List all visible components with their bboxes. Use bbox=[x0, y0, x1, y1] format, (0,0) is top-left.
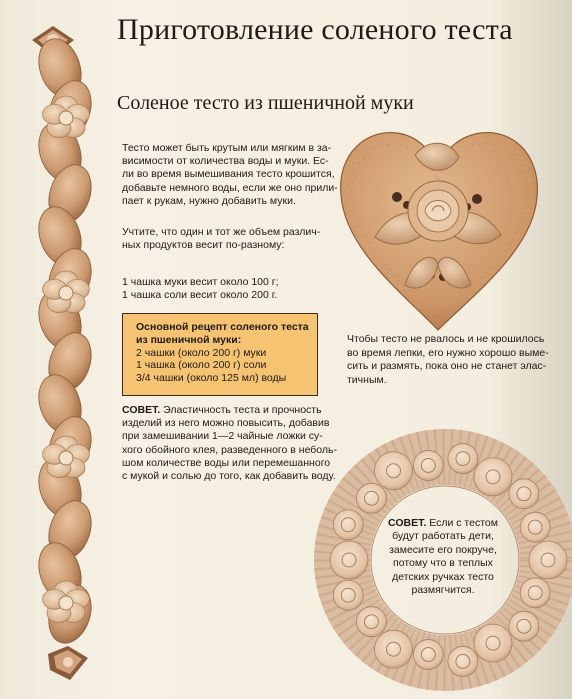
wreath-rose bbox=[356, 483, 386, 513]
intro-line: Тесто может быть крутым или мягким в за- bbox=[122, 142, 332, 154]
wreath-rose bbox=[474, 458, 512, 496]
caption-line: во время лепки, его нужно хорошо выме- bbox=[347, 346, 549, 359]
section-subtitle: Соленое тесто из пшеничной муки bbox=[117, 92, 414, 114]
recipe-title: Основной рецепт соленого теста bbox=[136, 321, 309, 333]
dough-heart-photo bbox=[335, 125, 542, 333]
tip2-text: Если с тестом bbox=[426, 517, 498, 529]
tip-line: при замешивании 1—2 чайные ложки су- bbox=[122, 430, 323, 443]
recipe-item: 1 чашка (около 200 г) соли bbox=[136, 359, 267, 372]
recipe-item: 2 чашки (около 200 г) муки bbox=[136, 346, 267, 359]
wreath-rose bbox=[474, 624, 512, 662]
intro-paragraph bbox=[122, 142, 338, 208]
tip2-line: будут работать дети, bbox=[392, 530, 494, 543]
tip-line: изделий из него можно повысить, добавив bbox=[122, 417, 330, 430]
weights-paragraph bbox=[122, 276, 332, 302]
tip2-line: замесите его покруче, bbox=[389, 543, 497, 556]
wreath-rose bbox=[520, 512, 550, 542]
tip2-line: потому что в теплых bbox=[393, 557, 493, 570]
tip2-line: детских ручках тесто bbox=[392, 570, 494, 583]
note-line: Учтите, что один и тот же объем различ- bbox=[122, 226, 321, 238]
wreath-rose bbox=[330, 541, 368, 579]
braided-dough-photo bbox=[20, 18, 100, 690]
tip-line: хого обойного клея, разведенного в неболь- bbox=[122, 443, 338, 456]
intro-line: висимости от количества воды и муки. Ес- bbox=[122, 155, 329, 168]
recipe-box bbox=[122, 313, 318, 396]
wreath-rose bbox=[448, 646, 478, 676]
bottom-ornament bbox=[48, 646, 88, 680]
weight-line: 1 чашка муки весит около 100 г; bbox=[122, 276, 279, 288]
recipe-title: из пшеничной муки: bbox=[136, 333, 242, 346]
caption-line: Чтобы тесто не рвалось и не крошилось bbox=[347, 333, 545, 345]
wreath-rose bbox=[356, 607, 386, 637]
recipe-item: 3/4 чашки (около 125 мл) воды bbox=[136, 372, 287, 385]
note-paragraph bbox=[122, 226, 327, 252]
weight-line: 1 чашка соли весит около 200 г. bbox=[122, 289, 278, 302]
heart-caption bbox=[347, 333, 549, 387]
tip-label: СОВЕТ. bbox=[122, 404, 161, 416]
tip2-paragraph bbox=[383, 517, 503, 597]
wreath-rose bbox=[509, 611, 539, 641]
wreath-rose bbox=[509, 479, 539, 509]
tip-line: шом количестве воды или перемешанного bbox=[122, 456, 331, 469]
wreath-rose bbox=[448, 444, 478, 474]
tip-line: с мукой и солью до того, как добавить воду. bbox=[122, 470, 336, 483]
wreath-rose bbox=[413, 450, 443, 480]
wreath-rose bbox=[333, 580, 363, 610]
note-line: ных продуктов весит по-разному: bbox=[122, 239, 285, 252]
wreath-rose bbox=[529, 541, 567, 579]
caption-line: тичным. bbox=[347, 373, 387, 386]
tip-text: Эластичность теста и прочность bbox=[160, 404, 322, 416]
wreath-rose bbox=[520, 578, 550, 608]
tip2-line: размягчится. bbox=[411, 584, 475, 597]
intro-line: добавьте немного воды, если же оно прили- bbox=[122, 181, 338, 194]
wreath-rose bbox=[413, 640, 443, 670]
intro-line: пает к рукам, нужно добавить муки. bbox=[122, 194, 296, 207]
tip2-first-line bbox=[383, 517, 503, 530]
page-title: Приготовление соленого теста bbox=[117, 13, 513, 46]
wreath-rose bbox=[375, 452, 413, 490]
wreath-rose bbox=[375, 630, 413, 668]
tip2-label: СОВЕТ. bbox=[388, 517, 427, 529]
wreath-rose bbox=[333, 510, 363, 540]
caption-line: сить и размять, пока оно не станет элас- bbox=[347, 360, 547, 372]
intro-line: ли во время вымешивания тесто крошится, bbox=[122, 168, 335, 181]
